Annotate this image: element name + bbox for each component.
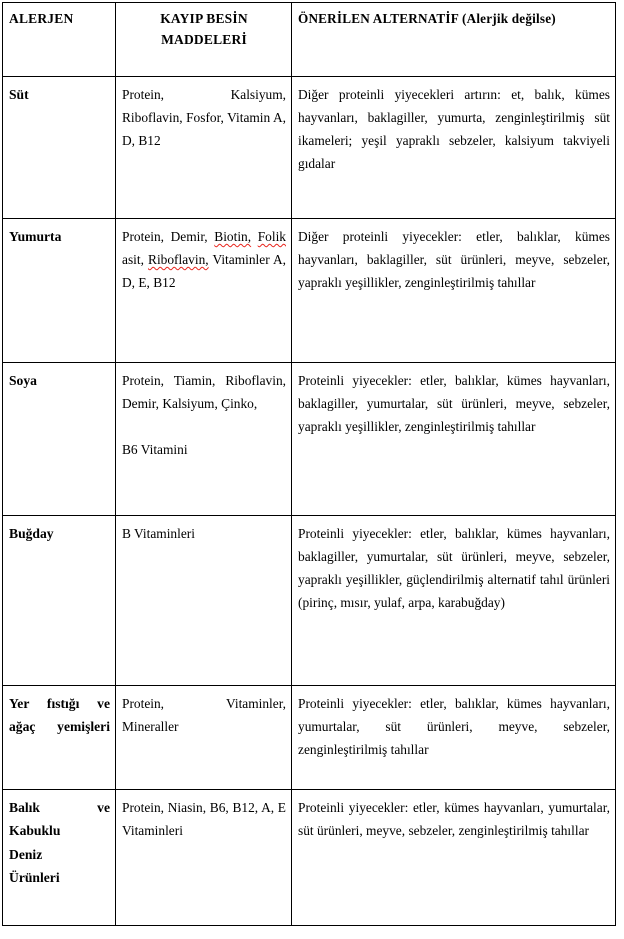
nutrient-text-vitaminler: Vitaminler A, D, E, B12: [122, 252, 287, 291]
cell-allergen-yer-fistigi: Yer fıstığı ve ağaç yemişleri: [3, 686, 116, 790]
cell-nutrients-balik: Protein, Niasin, B6, B12, A, E Vitaminleri: [116, 790, 292, 926]
table-header: [3, 3, 616, 77]
nutrients-soya-line-2: B6 Vitamini: [122, 442, 188, 458]
cell-alternative-yumurta: Diğer proteinli yiyecekler: etler, balıklar, kümes hayvanları, baklagiller, süt ürünleri, meyve, sebzeler, yapraklı yeşillikler, zenginleştirilmiş tahıllar: [292, 219, 616, 363]
cell-allergen-sut: Süt: [3, 77, 116, 219]
cell-allergen-bugday: Buğday: [3, 516, 116, 686]
column-header-nutrients: [116, 3, 292, 77]
spellcheck-error-folik: Folik: [257, 229, 286, 244]
spellcheck-error-riboflavin: Riboflavin,: [148, 252, 209, 268]
table-row: [3, 790, 616, 926]
allergen-balik-line-2: Kabuklu: [9, 823, 61, 839]
table-row: [3, 77, 616, 219]
column-header-allergen: ALERJEN: [3, 3, 116, 77]
cell-nutrients-yumurta: [116, 219, 292, 363]
nutrient-text-plain: Protein, Demir,: [122, 229, 215, 244]
allergen-balik-line-3: Deniz: [9, 846, 43, 862]
cell-allergen-soya: Soya: [3, 363, 116, 516]
allergen-alternatives-table: [2, 2, 616, 926]
paragraph-spacer: [122, 415, 286, 438]
column-header-nutrients-line-1: KAYIP BESİN: [160, 11, 248, 26]
table-row: [3, 219, 616, 363]
table-row: [3, 686, 616, 790]
cell-alternative-yer-fistigi: Proteinli yiyecekler: etler, balıklar, kümes hayvanları, yumurtalar, süt ürünleri, meyve, sebzeler, zenginleştirilmiş tahıllar: [292, 686, 616, 790]
table-row: [3, 363, 616, 516]
column-header-alternative: ÖNERİLEN ALTERNATİF (Alerjik değilse): [292, 3, 616, 77]
cell-nutrients-yer-fistigi: Protein, Vitaminler, Mineraller: [116, 686, 292, 790]
nutrients-soya-line-1: Protein, Tiamin, Riboflavin, Demir, Kalsiyum, Çinko,: [122, 373, 286, 412]
cell-alternative-soya: Proteinli yiyecekler: etler, balıklar, kümes hayvanları, baklagiller, yumurtalar, süt ürünleri, meyve, sebzeler, yapraklı yeşillikler, zenginleştirilmiş tahıllar: [292, 363, 616, 516]
header-row: [3, 3, 616, 77]
column-header-nutrients-line-2: MADDELERİ: [161, 31, 247, 47]
allergen-balik-line-1: Balık ve: [9, 800, 110, 815]
cell-alternative-bugday: Proteinli yiyecekler: etler, balıklar, kümes hayvanları, baklagiller, yumurtalar, süt ürünleri, meyve, sebzeler, yapraklı yeşillikler, güçlendirilmiş alternatif tahıl ürünleri (pirinç, mısır, yulaf, arpa, karabuğday): [292, 516, 616, 686]
allergen-balik-line-4: Ürünleri: [9, 870, 60, 886]
spellcheck-error-biotin: Biotin,: [214, 229, 252, 244]
cell-allergen-balik: [3, 790, 116, 926]
cell-alternative-sut: Diğer proteinli yiyecekleri artırın: et, balık, kümes hayvanları, baklagiller, yumurta, zenginleştirilmiş süt ikameleri; yeşil yapraklı sebzeler, kalsiyum takviyeli gıdalar: [292, 77, 616, 219]
nutrient-text-asit: asit,: [122, 252, 149, 268]
cell-nutrients-bugday: B Vitaminleri: [116, 516, 292, 686]
table-body: [3, 77, 616, 926]
cell-nutrients-soya: [116, 363, 292, 516]
nutrient-text-space-1: [251, 229, 258, 244]
cell-alternative-balik: Proteinli yiyecekler: etler, kümes hayvanları, yumurtalar, süt ürünleri, meyve, sebzeler, zenginleştirilmiş tahıllar: [292, 790, 616, 926]
table-row: [3, 516, 616, 686]
cell-nutrients-sut: Protein, Kalsiyum, Riboflavin, Fosfor, Vitamin A, D, B12: [116, 77, 292, 219]
cell-allergen-yumurta: Yumurta: [3, 219, 116, 363]
